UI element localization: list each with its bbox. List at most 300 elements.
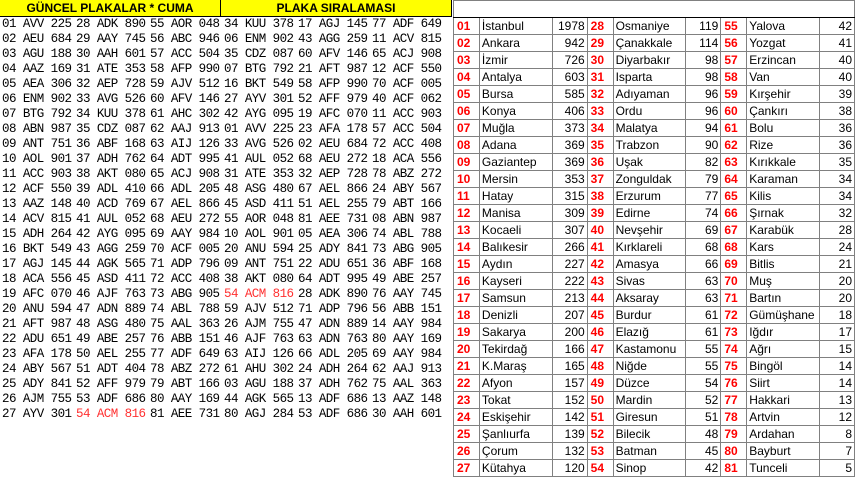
plate-entry: 19 AFC 070 [2, 287, 72, 301]
plate-entry: 42 AYG 095 [76, 227, 146, 241]
plate-entry: 63 AIJ 126 [150, 137, 220, 151]
plate-entry: 80 AAY 169 [372, 332, 442, 346]
plate-entry: 65 ACJ 908 [150, 167, 220, 181]
rank-cell: 61 [721, 120, 747, 137]
plate-entry: 75 AAL 363 [150, 317, 220, 331]
plate-entry: 25 ADY 841 [2, 377, 72, 391]
rank-cell: 68 [721, 239, 747, 256]
plate-entry: 44 AGK 565 [76, 257, 146, 271]
plate-entry: 49 ABE 257 [372, 272, 442, 286]
city-cell: Osmaniye [613, 18, 686, 35]
plate-row [2, 182, 451, 197]
count-cell: 165 [552, 358, 587, 375]
rank-cell: 49 [587, 375, 613, 392]
rank-cell: 37 [587, 171, 613, 188]
plate-entry: 01 AVV 225 [224, 122, 294, 136]
plate-entry: 10 AOL 901 [2, 152, 72, 166]
plate-entry: 49 ABE 257 [76, 332, 146, 346]
count-cell: 38 [820, 103, 855, 120]
plate-entry: 58 AFP 990 [150, 62, 220, 76]
plate-row [2, 272, 451, 287]
rank-cell: 57 [721, 52, 747, 69]
rank-cell: 72 [721, 307, 747, 324]
city-cell: Balıkesir [479, 239, 552, 256]
count-cell: 42 [686, 460, 721, 477]
plate-entry: 32 AEP 728 [298, 167, 368, 181]
plate-entry: 41 AUL 052 [224, 152, 294, 166]
plate-entry: 71 ADP 796 [150, 257, 220, 271]
city-row [454, 443, 855, 460]
rank-cell: 15 [454, 256, 480, 273]
rank-cell: 66 [721, 205, 747, 222]
city-row [454, 375, 855, 392]
plate-entry: 47 ADN 889 [298, 317, 368, 331]
plate-entry: 12 ACF 550 [372, 62, 442, 76]
city-cell: Kars [747, 239, 820, 256]
rank-cell: 75 [721, 358, 747, 375]
count-cell: 266 [552, 239, 587, 256]
city-row [454, 222, 855, 239]
plate-entry: 38 AKT 080 [224, 272, 294, 286]
city-cell: Aksaray [613, 290, 686, 307]
rank-cell: 78 [721, 409, 747, 426]
rank-cell: 77 [721, 392, 747, 409]
city-row [454, 392, 855, 409]
plate-entry: 07 BTG 792 [224, 62, 294, 76]
rank-cell: 52 [587, 426, 613, 443]
city-cell: Kırşehir [747, 86, 820, 103]
plate-entry: 13 AAZ 148 [2, 197, 72, 211]
rank-cell: 14 [454, 239, 480, 256]
city-cell: Ardahan [747, 426, 820, 443]
plate-entry: 76 AAY 745 [372, 287, 442, 301]
city-cell: Edirne [613, 205, 686, 222]
city-cell: Manisa [479, 205, 552, 222]
count-cell: 36 [820, 120, 855, 137]
rank-cell: 39 [587, 205, 613, 222]
city-cell: Eskişehir [479, 409, 552, 426]
count-cell: 139 [552, 426, 587, 443]
plate-entry: 56 ABB 151 [372, 302, 442, 316]
city-cell: Sivas [613, 273, 686, 290]
plate-row [2, 152, 451, 167]
city-cell: Ankara [479, 35, 552, 52]
plate-row [2, 122, 451, 137]
count-cell: 79 [686, 171, 721, 188]
plate-entry: 48 ASG 480 [224, 182, 294, 196]
count-cell: 18 [820, 307, 855, 324]
rank-cell: 25 [454, 426, 480, 443]
plate-entry: 18 ACA 556 [2, 272, 72, 286]
plate-entry: 54 ACM 816 [224, 287, 294, 301]
plate-entry: 62 AAJ 913 [372, 362, 442, 376]
city-cell: Artvin [747, 409, 820, 426]
plate-entry: 57 ACC 504 [372, 122, 442, 136]
city-cell: Siirt [747, 375, 820, 392]
city-cell: Adana [479, 137, 552, 154]
plate-row [2, 347, 451, 362]
rank-cell: 43 [587, 273, 613, 290]
plate-entry: 64 ADT 995 [150, 152, 220, 166]
city-row [454, 120, 855, 137]
plate-entry: 52 AFF 979 [298, 92, 368, 106]
plate-entry: 80 AAY 169 [150, 392, 220, 406]
plate-entry: 40 ACF 062 [372, 92, 442, 106]
plate-row [2, 47, 451, 62]
rank-cell: 73 [721, 324, 747, 341]
plate-row [2, 62, 451, 77]
plate-entry: 69 AAY 984 [372, 347, 442, 361]
plate-entry: 21 AFT 987 [2, 317, 72, 331]
plate-entry: 53 ADF 686 [298, 407, 368, 421]
city-row [454, 409, 855, 426]
plate-entry: 36 ABF 168 [76, 137, 146, 151]
plate-entry: 47 ADN 889 [76, 302, 146, 316]
city-row [454, 69, 855, 86]
city-cell: Burdur [613, 307, 686, 324]
plate-row [2, 317, 451, 332]
plate-entry: 77 ADF 649 [372, 17, 442, 31]
count-cell: 373 [552, 120, 587, 137]
city-cell: Erzurum [613, 188, 686, 205]
city-row [454, 239, 855, 256]
plate-entry: 73 ABG 905 [372, 242, 442, 256]
rank-cell: 02 [454, 35, 480, 52]
city-row [454, 290, 855, 307]
plate-entry: 72 ACC 408 [372, 137, 442, 151]
count-cell: 61 [686, 307, 721, 324]
city-cell: Trabzon [613, 137, 686, 154]
plate-entry: 58 AFP 990 [298, 77, 368, 91]
city-cell: Tekirdağ [479, 341, 552, 358]
count-cell: 307 [552, 222, 587, 239]
city-cell: Karabük [747, 222, 820, 239]
plate-entry: 61 AHU 302 [224, 362, 294, 376]
count-cell: 227 [552, 256, 587, 273]
rank-cell: 54 [587, 460, 613, 477]
table-header-blank [454, 1, 855, 18]
city-cell: Düzce [613, 375, 686, 392]
plate-entry: 51 ADT 404 [76, 362, 146, 376]
plate-entry: 13 AAZ 148 [372, 392, 442, 406]
plate-entry: 23 AFA 178 [298, 122, 368, 136]
rank-cell: 06 [454, 103, 480, 120]
plate-entry: 70 ACF 005 [372, 77, 442, 91]
city-cell: Şırnak [747, 205, 820, 222]
plate-entry: 01 AVV 225 [2, 17, 72, 31]
count-cell: 5 [820, 460, 855, 477]
count-cell: 39 [820, 86, 855, 103]
plate-entry: 76 ABB 151 [150, 332, 220, 346]
city-cell: Denizli [479, 307, 552, 324]
plate-entry: 37 ADH 762 [76, 152, 146, 166]
plate-list-panel [0, 0, 451, 422]
city-row [454, 154, 855, 171]
count-cell: 21 [820, 256, 855, 273]
plate-entry: 24 ABY 567 [372, 182, 442, 196]
rank-cell: 10 [454, 171, 480, 188]
plate-entry: 17 AGJ 145 [2, 257, 72, 271]
count-cell: 36 [820, 137, 855, 154]
city-cell: Ağrı [747, 341, 820, 358]
count-cell: 200 [552, 324, 587, 341]
city-cell: Diyarbakır [613, 52, 686, 69]
rank-cell: 01 [454, 18, 480, 35]
plate-row [2, 107, 451, 122]
plate-entry: 79 ABT 166 [372, 197, 442, 211]
city-cell: Samsun [479, 290, 552, 307]
count-cell: 14 [820, 375, 855, 392]
plate-entry: 72 ACC 408 [150, 272, 220, 286]
plate-entry: 68 AEU 272 [150, 212, 220, 226]
city-ranking-table [453, 0, 855, 477]
city-cell: Bingöl [747, 358, 820, 375]
plate-entry: 43 AGG 259 [298, 32, 368, 46]
count-cell: 142 [552, 409, 587, 426]
plate-entry: 06 ENM 902 [224, 32, 294, 46]
plate-entry: 56 ABC 946 [150, 32, 220, 46]
rank-cell: 70 [721, 273, 747, 290]
plate-row [2, 137, 451, 152]
plate-entry: 59 AJV 512 [150, 77, 220, 91]
plate-row [2, 227, 451, 242]
current-plates-header: GÜNCEL PLAKALAR * CUMA [0, 0, 221, 17]
city-cell: Zonguldak [613, 171, 686, 188]
rank-cell: 07 [454, 120, 480, 137]
count-cell: 585 [552, 86, 587, 103]
rank-cell: 62 [721, 137, 747, 154]
city-cell: Gümüşhane [747, 307, 820, 324]
rank-cell: 59 [721, 86, 747, 103]
city-row [454, 307, 855, 324]
plate-entry: 62 AAJ 913 [150, 122, 220, 136]
count-cell: 222 [552, 273, 587, 290]
count-cell: 90 [686, 137, 721, 154]
rank-cell: 53 [587, 443, 613, 460]
count-cell: 96 [686, 103, 721, 120]
plate-entry: 03 AGU 188 [2, 47, 72, 61]
plate-entry: 77 ADF 649 [150, 347, 220, 361]
count-cell: 34 [820, 171, 855, 188]
city-row [454, 18, 855, 35]
plate-entry: 78 ABZ 272 [150, 362, 220, 376]
plate-entry: 66 ADL 205 [150, 182, 220, 196]
plate-entry: 39 ADL 410 [76, 182, 146, 196]
count-cell: 315 [552, 188, 587, 205]
rank-cell: 50 [587, 392, 613, 409]
plate-ranking-header: PLAKA SIRALAMASI [221, 0, 452, 17]
rank-cell: 47 [587, 341, 613, 358]
count-cell: 66 [686, 256, 721, 273]
count-cell: 369 [552, 137, 587, 154]
city-cell: İstanbul [479, 18, 552, 35]
plate-entry: 42 AYG 095 [224, 107, 294, 121]
city-cell: Amasya [613, 256, 686, 273]
city-cell: Adıyaman [613, 86, 686, 103]
rank-cell: 03 [454, 52, 480, 69]
city-cell: Bolu [747, 120, 820, 137]
rank-cell: 18 [454, 307, 480, 324]
city-row [454, 171, 855, 188]
plate-entry: 11 ACV 815 [372, 32, 442, 46]
count-cell: 55 [686, 358, 721, 375]
rank-cell: 48 [587, 358, 613, 375]
rank-cell: 64 [721, 171, 747, 188]
count-cell: 98 [686, 69, 721, 86]
plate-entry: 24 ABY 567 [2, 362, 72, 376]
count-cell: 41 [820, 35, 855, 52]
rank-cell: 12 [454, 205, 480, 222]
rank-cell: 22 [454, 375, 480, 392]
city-cell: Uşak [613, 154, 686, 171]
city-cell: Bartın [747, 290, 820, 307]
count-cell: 132 [552, 443, 587, 460]
count-cell: 34 [820, 188, 855, 205]
count-cell: 603 [552, 69, 587, 86]
plate-list-body [2, 17, 451, 422]
city-cell: Yozgat [747, 35, 820, 52]
rank-cell: 35 [587, 137, 613, 154]
plate-entry: 33 AVG 526 [76, 92, 146, 106]
plate-row [2, 17, 451, 32]
plate-entry: 70 ACF 005 [150, 242, 220, 256]
plate-row [2, 77, 451, 92]
city-cell: Niğde [613, 358, 686, 375]
count-cell: 68 [686, 239, 721, 256]
count-cell: 52 [686, 392, 721, 409]
count-cell: 7 [820, 443, 855, 460]
plate-entry: 55 AOR 048 [150, 17, 220, 31]
rank-cell: 79 [721, 426, 747, 443]
count-cell: 63 [686, 273, 721, 290]
plate-entry: 31 ATE 353 [224, 167, 294, 181]
city-cell: Karaman [747, 171, 820, 188]
plate-row [2, 167, 451, 182]
count-cell: 94 [686, 120, 721, 137]
rank-cell: 55 [721, 18, 747, 35]
count-cell: 74 [686, 205, 721, 222]
city-cell: Van [747, 69, 820, 86]
count-cell: 157 [552, 375, 587, 392]
count-cell: 20 [820, 290, 855, 307]
count-cell: 309 [552, 205, 587, 222]
plate-entry: 34 KUU 378 [76, 107, 146, 121]
count-cell: 114 [686, 35, 721, 52]
plate-entry: 14 AAY 984 [372, 317, 442, 331]
count-cell: 96 [686, 86, 721, 103]
count-cell: 166 [552, 341, 587, 358]
plate-entry: 59 AJV 512 [224, 302, 294, 316]
count-cell: 54 [686, 375, 721, 392]
city-cell: Muğla [479, 120, 552, 137]
city-row [454, 460, 855, 477]
plate-entry: 67 AEL 866 [150, 197, 220, 211]
plate-row [2, 92, 451, 107]
plate-entry: 55 AOR 048 [224, 212, 294, 226]
plate-entry: 28 ADK 890 [298, 287, 368, 301]
plate-row [2, 197, 451, 212]
count-cell: 207 [552, 307, 587, 324]
count-cell: 69 [686, 222, 721, 239]
plate-entry: 43 AGG 259 [76, 242, 146, 256]
plate-entry: 35 CDZ 087 [224, 47, 294, 61]
rank-cell: 76 [721, 375, 747, 392]
city-cell: Giresun [613, 409, 686, 426]
city-cell: Antalya [479, 69, 552, 86]
city-cell: Tunceli [747, 460, 820, 477]
plate-entry: 15 ADH 264 [2, 227, 72, 241]
city-cell: Çanakkale [613, 35, 686, 52]
rank-cell: 41 [587, 239, 613, 256]
rank-cell: 44 [587, 290, 613, 307]
rank-cell: 23 [454, 392, 480, 409]
plate-entry: 08 ABN 987 [372, 212, 442, 226]
city-cell: Tokat [479, 392, 552, 409]
plate-entry: 74 ABL 788 [150, 302, 220, 316]
count-cell: 8 [820, 426, 855, 443]
plate-entry: 20 ANU 594 [2, 302, 72, 316]
city-row [454, 256, 855, 273]
count-cell: 28 [820, 222, 855, 239]
rank-cell: 21 [454, 358, 480, 375]
plate-entry: 32 AEP 728 [76, 77, 146, 91]
city-cell: Aydın [479, 256, 552, 273]
plate-entry: 06 ENM 902 [2, 92, 72, 106]
city-cell: Mersin [479, 171, 552, 188]
count-cell: 213 [552, 290, 587, 307]
plate-entry: 68 AEU 272 [298, 152, 368, 166]
count-cell: 17 [820, 324, 855, 341]
plate-row [2, 332, 451, 347]
plate-entry: 08 ABN 987 [2, 122, 72, 136]
plate-entry: 52 AFF 979 [76, 377, 146, 391]
plate-entry: 03 AGU 188 [224, 377, 294, 391]
rank-cell: 05 [454, 86, 480, 103]
city-cell: Ordu [613, 103, 686, 120]
count-cell: 32 [820, 205, 855, 222]
plate-entry: 69 AAY 984 [150, 227, 220, 241]
rank-cell: 17 [454, 290, 480, 307]
plate-entry: 67 AEL 866 [298, 182, 368, 196]
plate-entry: 45 ASD 411 [76, 272, 146, 286]
rank-cell: 30 [587, 52, 613, 69]
plate-entry: 28 ADK 890 [76, 17, 146, 31]
rank-cell: 16 [454, 273, 480, 290]
city-cell: Muş [747, 273, 820, 290]
rank-cell: 71 [721, 290, 747, 307]
count-cell: 119 [686, 18, 721, 35]
rank-cell: 31 [587, 69, 613, 86]
count-cell: 726 [552, 52, 587, 69]
plate-entry: 66 ADL 205 [298, 347, 368, 361]
city-row [454, 137, 855, 154]
plate-row [2, 392, 451, 407]
city-cell: Kilis [747, 188, 820, 205]
rank-cell: 40 [587, 222, 613, 239]
count-cell: 40 [820, 52, 855, 69]
plate-entry: 54 ACM 816 [76, 407, 146, 421]
plate-entry: 80 AGJ 284 [224, 407, 294, 421]
plate-entry: 19 AFC 070 [298, 107, 368, 121]
city-cell: Gaziantep [479, 154, 552, 171]
city-cell: Elazığ [613, 324, 686, 341]
plate-entry: 21 AFT 987 [298, 62, 368, 76]
plate-entry: 09 ANT 751 [224, 257, 294, 271]
plate-entry: 10 AOL 901 [224, 227, 294, 241]
plate-entry: 02 AEU 684 [2, 32, 72, 46]
rank-cell: 27 [454, 460, 480, 477]
city-cell: Isparta [613, 69, 686, 86]
